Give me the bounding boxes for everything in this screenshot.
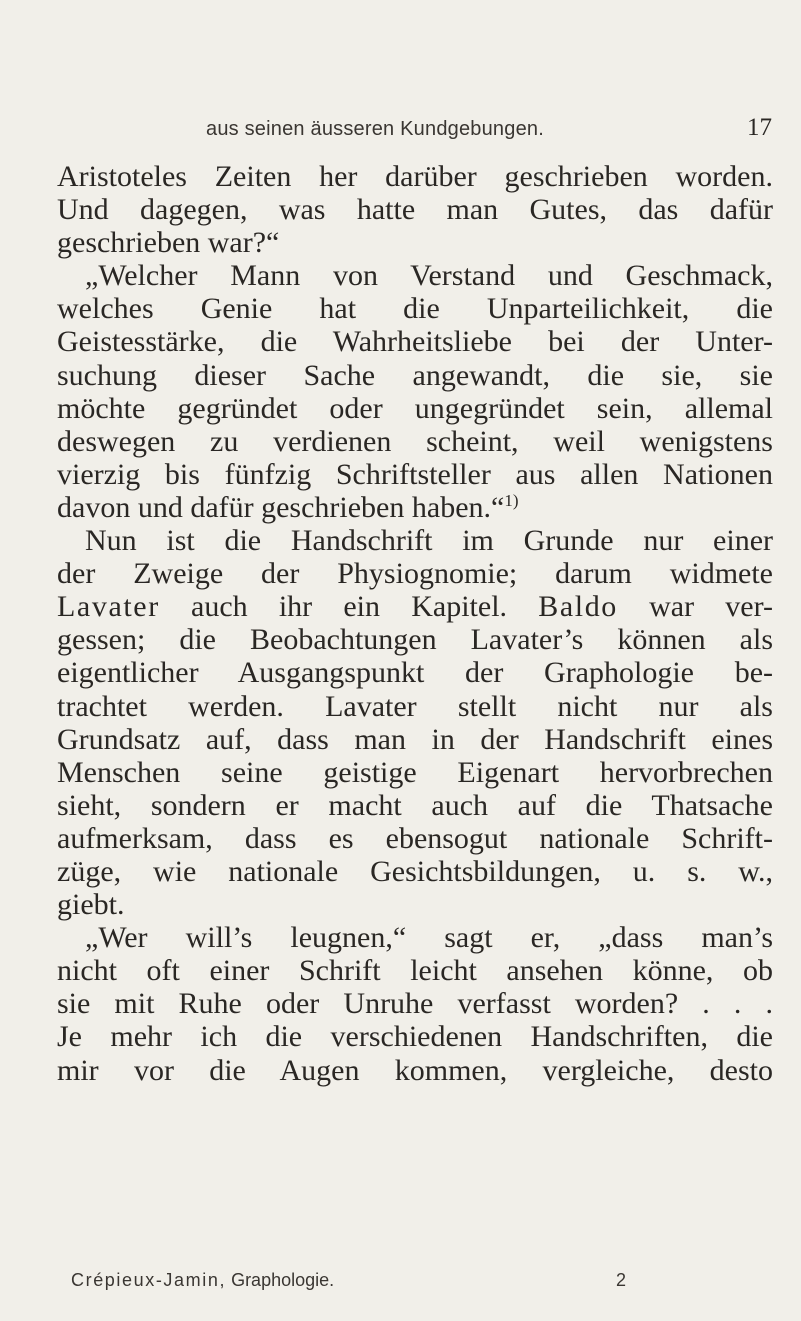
body-text — [57, 160, 773, 1087]
sheet-mark: 2 — [615, 1270, 626, 1290]
text-line: gessen; die Beobachtungen Lavater’s können als — [57, 623, 773, 657]
text-line: Geistesstärke, die Wahrheitsliebe bei der Unter- — [57, 325, 773, 359]
text-line: Grundsatz auf, dass man in der Handschrift eines — [57, 722, 773, 756]
text-line: eigentlicher Ausgangspunkt der Graphologie be- — [57, 656, 773, 690]
signature-author: Crépieux-Jamin, — [71, 1270, 227, 1290]
text-line: giebt. — [57, 888, 125, 922]
text-line: Je mehr ich die verschiedenen Handschriften, die — [57, 1020, 773, 1054]
text-line: Aristoteles Zeiten her darüber geschrieben worden. — [57, 160, 773, 193]
text-line-content: davon und dafür geschrieben haben.“ — [57, 490, 505, 524]
text-line: nicht oft einer Schrift leicht ansehen könne, ob — [57, 954, 773, 988]
spaced-name-lavater: Lavater — [57, 590, 160, 624]
spaced-name-baldo: Baldo — [538, 590, 618, 624]
text-run: war ver- — [617, 590, 773, 624]
text-line: „Wer will’s leugnen,“ sagt er, „dass man’s — [85, 921, 773, 955]
text-line: Und dagegen, was hatte man Gutes, das dafür — [57, 193, 773, 227]
text-run: auch ihr ein Kapitel. — [159, 590, 539, 624]
text-line: sie mit Ruhe oder Unruhe verfasst worden? . . . — [57, 987, 773, 1021]
text-line — [57, 491, 773, 524]
text-line: sieht, sondern er macht auch auf die Thatsache — [57, 788, 773, 822]
text-line: „Welcher Mann von Verstand und Geschmack, — [85, 259, 773, 293]
text-line: mir vor die Augen kommen, vergleiche, desto — [57, 1053, 773, 1087]
signature-line — [71, 1270, 626, 1291]
text-line: Nun ist die Handschrift im Grunde nur einer — [85, 524, 773, 558]
text-line: suchung dieser Sache angewandt, die sie, sie — [57, 358, 773, 392]
text-line: vierzig bis fünfzig Schriftsteller aus allen Nationen — [57, 457, 773, 491]
running-title: aus seinen äusseren Kundgebungen. — [206, 118, 544, 140]
text-line: Menschen seine geistige Eigenart hervorbrechen — [57, 755, 773, 789]
running-header — [206, 114, 772, 142]
text-line: möchte gegründet oder ungegründet sein, allemal — [57, 391, 773, 425]
text-line: züge, wie nationale Gesichtsbildungen, u. s. w., — [57, 854, 773, 888]
text-line: welches Genie hat die Unparteilichkeit, die — [57, 292, 773, 326]
text-line: trachtet werden. Lavater stellt nicht nur als — [57, 689, 773, 723]
signature-title: Graphologie. — [231, 1270, 335, 1290]
page-number: 17 — [747, 114, 772, 141]
signature — [71, 1270, 334, 1291]
footnote-ref: 1) — [504, 490, 519, 510]
text-line — [57, 590, 773, 623]
text-line: geschrieben war?“ — [57, 226, 280, 260]
text-line: aufmerksam, dass es ebensogut nationale Schrift- — [57, 821, 773, 855]
text-line: deswegen zu verdienen scheint, weil wenigstens — [57, 424, 773, 458]
text-line: der Zweige der Physiognomie; darum widmete — [57, 557, 773, 591]
